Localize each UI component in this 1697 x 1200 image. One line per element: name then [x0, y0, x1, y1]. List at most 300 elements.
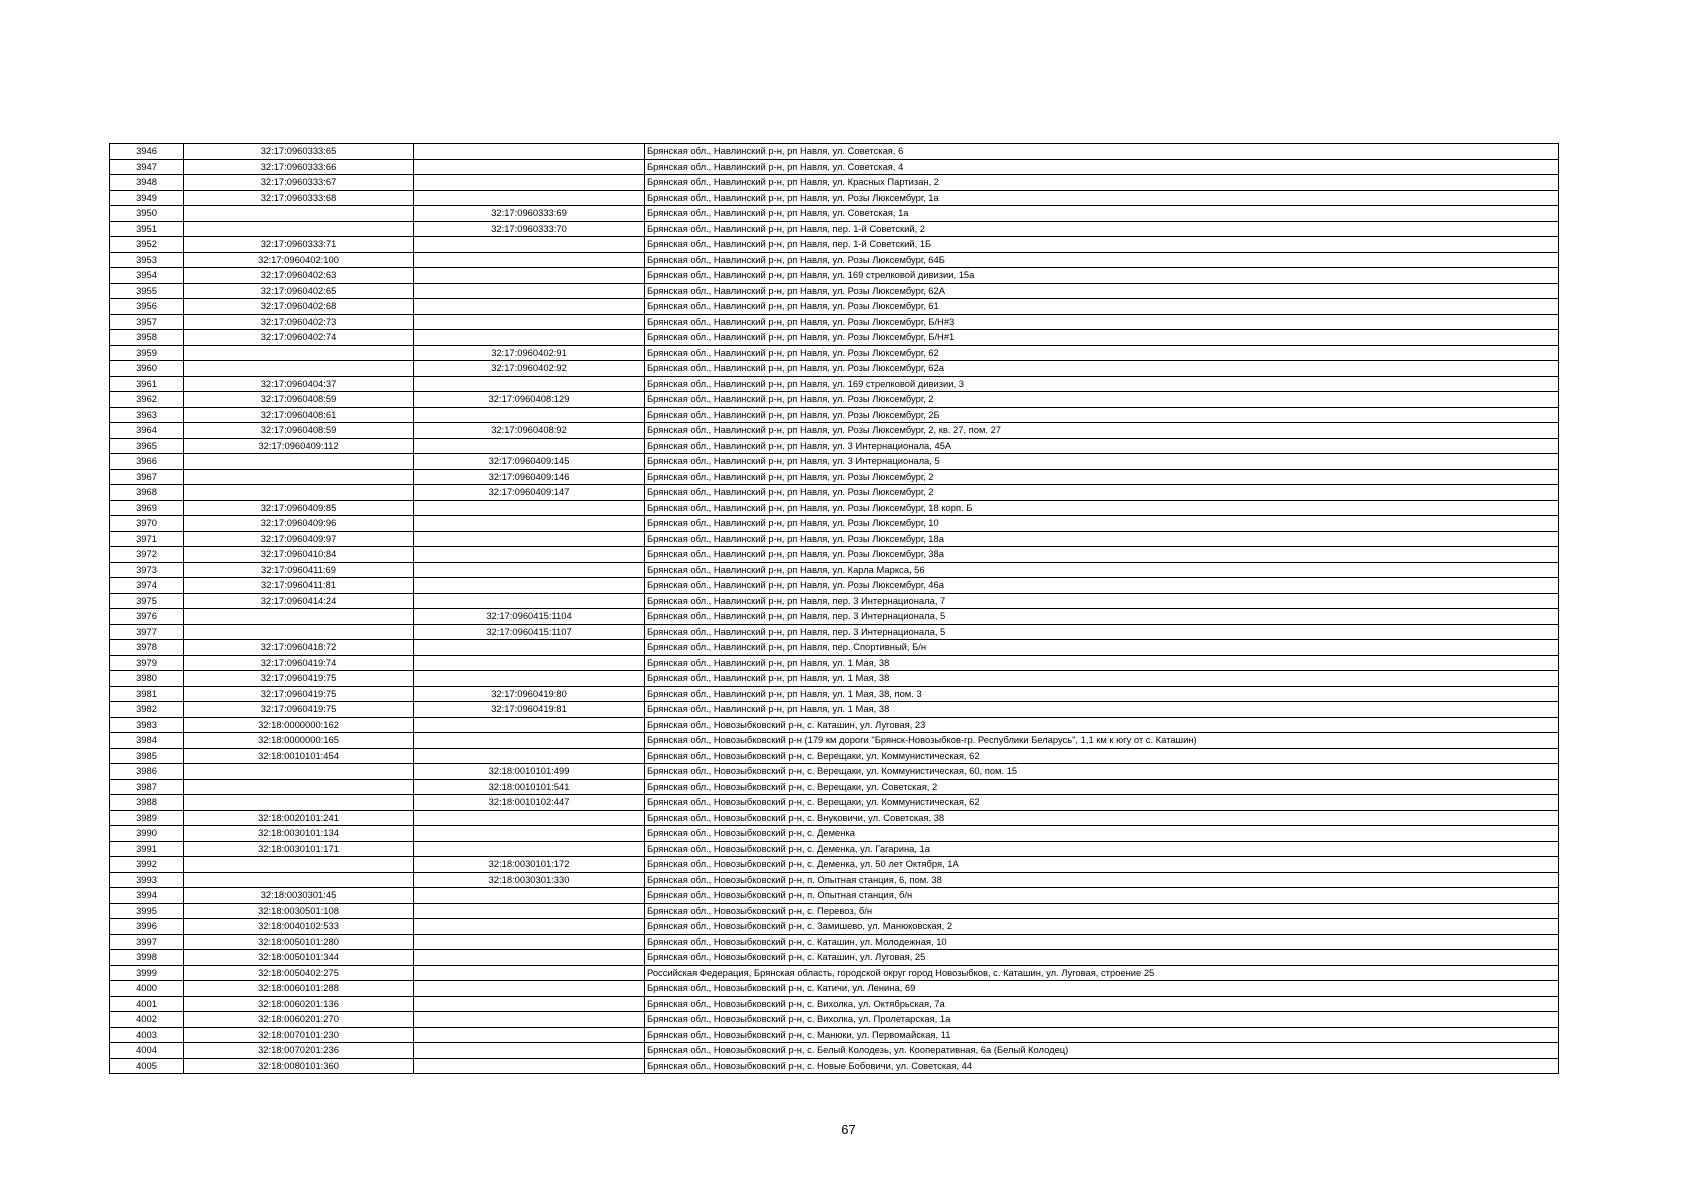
address-cell: Брянская обл., Навлинский р-н, рп Навля, ул. Розы Люксембург, 18 корп. Б [645, 500, 1559, 516]
address-cell: Брянская обл., Новозыбковский р-н, с. Каташин, ул. Молодежная, 10 [645, 934, 1559, 950]
row-number-cell: 3997 [110, 934, 184, 950]
cadastral-number-cell [184, 221, 414, 237]
cadastral-number-cell: 32:17:0960402:73 [184, 314, 414, 330]
address-cell: Брянская обл., Навлинский р-н, рп Навля, ул. Советская, 6 [645, 144, 1559, 160]
related-cadastral-number-cell: 32:17:0960409:145 [414, 454, 645, 470]
row-number-cell: 3993 [110, 872, 184, 888]
related-cadastral-number-cell [414, 314, 645, 330]
table-row [110, 1027, 1559, 1043]
table-row [110, 1058, 1559, 1074]
table-row [110, 1043, 1559, 1059]
related-cadastral-number-cell [414, 159, 645, 175]
related-cadastral-number-cell [414, 283, 645, 299]
cadastral-number-cell: 32:18:0010101:454 [184, 748, 414, 764]
row-number-cell: 3987 [110, 779, 184, 795]
cadastral-number-cell: 32:18:0050101:280 [184, 934, 414, 950]
address-cell: Брянская обл., Навлинский р-н, рп Навля, ул. Розы Люксембург, 18а [645, 531, 1559, 547]
related-cadastral-number-cell: 32:17:0960333:69 [414, 206, 645, 222]
address-cell: Брянская обл., Новозыбковский р-н (179 км дороги "Брянск-Новозыбков-гр. Республики Беларусь", 1,1 км к югу от с. Каташин) [645, 733, 1559, 749]
table-row [110, 469, 1559, 485]
cadastral-number-cell [184, 795, 414, 811]
table-row [110, 252, 1559, 268]
address-cell: Брянская обл., Новозыбковский р-н, с. Верещаки, ул. Коммунистическая, 62 [645, 795, 1559, 811]
address-cell: Брянская обл., Навлинский р-н, рп Навля, ул. 3 Интернационала, 45А [645, 438, 1559, 454]
row-number-cell: 3951 [110, 221, 184, 237]
related-cadastral-number-cell [414, 903, 645, 919]
row-number-cell: 4000 [110, 981, 184, 997]
row-number-cell: 3953 [110, 252, 184, 268]
related-cadastral-number-cell: 32:18:0030301:330 [414, 872, 645, 888]
table-row [110, 810, 1559, 826]
table-row [110, 454, 1559, 470]
table-row [110, 934, 1559, 950]
table-row [110, 919, 1559, 935]
registry-table [109, 143, 1559, 1074]
address-cell: Брянская обл., Навлинский р-н, рп Навля, ул. 1 Мая, 38, пом. 3 [645, 686, 1559, 702]
address-cell: Брянская обл., Навлинский р-н, рп Навля, ул. Розы Люксембург, 46а [645, 578, 1559, 594]
related-cadastral-number-cell: 32:17:0960415:1104 [414, 609, 645, 625]
row-number-cell: 3988 [110, 795, 184, 811]
table-row [110, 376, 1559, 392]
table-row [110, 1012, 1559, 1028]
related-cadastral-number-cell [414, 888, 645, 904]
table-row [110, 764, 1559, 780]
address-cell: Брянская обл., Навлинский р-н, рп Навля, ул. Розы Люксембург, 38а [645, 547, 1559, 563]
row-number-cell: 4002 [110, 1012, 184, 1028]
address-cell: Брянская обл., Навлинский р-н, рп Навля, ул. Розы Люксембург, 2 [645, 485, 1559, 501]
cadastral-number-cell [184, 764, 414, 780]
row-number-cell: 4003 [110, 1027, 184, 1043]
row-number-cell: 3957 [110, 314, 184, 330]
row-number-cell: 3965 [110, 438, 184, 454]
address-cell: Брянская обл., Новозыбковский р-н, с. Вихолка, ул. Октябрьская, 7а [645, 996, 1559, 1012]
address-cell: Брянская обл., Новозыбковский р-н, п. Опытная станция, б/н [645, 888, 1559, 904]
table-row [110, 981, 1559, 997]
address-cell: Брянская обл., Навлинский р-н, рп Навля, ул. Розы Люксембург, 2Б [645, 407, 1559, 423]
table-row [110, 392, 1559, 408]
address-cell: Брянская обл., Навлинский р-н, рп Навля, ул. Красных Партизан, 2 [645, 175, 1559, 191]
address-cell: Брянская обл., Новозыбковский р-н, с. Внуковичи, ул. Советская, 38 [645, 810, 1559, 826]
address-cell: Брянская обл., Новозыбковский р-н, с. Деменка, ул. Гагарина, 1а [645, 841, 1559, 857]
table-row [110, 857, 1559, 873]
address-cell: Брянская обл., Навлинский р-н, рп Навля, ул. Розы Люксембург, 1а [645, 190, 1559, 206]
related-cadastral-number-cell: 32:18:0010101:499 [414, 764, 645, 780]
table-row [110, 361, 1559, 377]
table-row [110, 438, 1559, 454]
cadastral-number-cell: 32:17:0960408:59 [184, 392, 414, 408]
address-cell: Брянская обл., Навлинский р-н, рп Навля, ул. Советская, 4 [645, 159, 1559, 175]
address-cell: Брянская обл., Новозыбковский р-н, с. Перевоз, б/н [645, 903, 1559, 919]
related-cadastral-number-cell [414, 717, 645, 733]
address-cell: Брянская обл., Навлинский р-н, рп Навля, ул. Розы Люксембург, 61 [645, 299, 1559, 315]
table-row [110, 237, 1559, 253]
row-number-cell: 3990 [110, 826, 184, 842]
table-row [110, 485, 1559, 501]
address-cell: Российская Федерация, Брянская область, городской округ город Новозыбков, с. Каташин, ул. Луговая, строение 25 [645, 965, 1559, 981]
cadastral-number-cell [184, 485, 414, 501]
cadastral-number-cell [184, 361, 414, 377]
related-cadastral-number-cell [414, 190, 645, 206]
row-number-cell: 3971 [110, 531, 184, 547]
related-cadastral-number-cell [414, 376, 645, 392]
address-cell: Брянская обл., Навлинский р-н, рп Навля, ул. 1 Мая, 38 [645, 655, 1559, 671]
table-row [110, 965, 1559, 981]
cadastral-number-cell [184, 857, 414, 873]
table-row [110, 779, 1559, 795]
related-cadastral-number-cell [414, 268, 645, 284]
address-cell: Брянская обл., Навлинский р-н, рп Навля, ул. Розы Люксембург, 2 [645, 469, 1559, 485]
address-cell: Брянская обл., Навлинский р-н, рп Навля, ул. 1 Мая, 38 [645, 671, 1559, 687]
cadastral-number-cell: 32:17:0960411:81 [184, 578, 414, 594]
table-row [110, 748, 1559, 764]
cadastral-number-cell [184, 872, 414, 888]
address-cell: Брянская обл., Навлинский р-н, рп Навля, пер. 1-й Советский, 2 [645, 221, 1559, 237]
row-number-cell: 3949 [110, 190, 184, 206]
related-cadastral-number-cell: 32:17:0960415:1107 [414, 624, 645, 640]
address-cell: Брянская обл., Навлинский р-н, рп Навля, пер. Спортивный, Б/н [645, 640, 1559, 656]
related-cadastral-number-cell [414, 810, 645, 826]
table-row [110, 547, 1559, 563]
cadastral-number-cell [184, 609, 414, 625]
related-cadastral-number-cell [414, 1012, 645, 1028]
row-number-cell: 3986 [110, 764, 184, 780]
cadastral-number-cell: 32:17:0960402:68 [184, 299, 414, 315]
address-cell: Брянская обл., Новозыбковский р-н, с. Катичи, ул. Ленина, 69 [645, 981, 1559, 997]
table-row [110, 268, 1559, 284]
cadastral-number-cell: 32:17:0960409:85 [184, 500, 414, 516]
address-cell: Брянская обл., Новозыбковский р-н, с. Вихолка, ул. Пролетарская, 1а [645, 1012, 1559, 1028]
address-cell: Брянская обл., Навлинский р-н, рп Навля, ул. Розы Люксембург, 64Б [645, 252, 1559, 268]
row-number-cell: 3968 [110, 485, 184, 501]
address-cell: Брянская обл., Навлинский р-н, рп Навля, ул. Советская, 1а [645, 206, 1559, 222]
cadastral-number-cell [184, 206, 414, 222]
related-cadastral-number-cell [414, 733, 645, 749]
related-cadastral-number-cell: 32:17:0960408:129 [414, 392, 645, 408]
row-number-cell: 3994 [110, 888, 184, 904]
table-row [110, 888, 1559, 904]
row-number-cell: 3959 [110, 345, 184, 361]
row-number-cell: 3985 [110, 748, 184, 764]
row-number-cell: 3991 [110, 841, 184, 857]
related-cadastral-number-cell [414, 578, 645, 594]
cadastral-number-cell: 32:17:0960418:72 [184, 640, 414, 656]
row-number-cell: 3973 [110, 562, 184, 578]
address-cell: Брянская обл., Новозыбковский р-н, с. Деменка, ул. 50 лет Октября, 1А [645, 857, 1559, 873]
table-row [110, 841, 1559, 857]
row-number-cell: 3974 [110, 578, 184, 594]
row-number-cell: 3976 [110, 609, 184, 625]
address-cell: Брянская обл., Навлинский р-н, рп Навля, ул. Розы Люксембург, 62 [645, 345, 1559, 361]
registry-body [110, 144, 1559, 1074]
table-row [110, 206, 1559, 222]
table-row [110, 562, 1559, 578]
address-cell: Брянская обл., Навлинский р-н, рп Навля, пер. 3 Интернационала, 5 [645, 609, 1559, 625]
related-cadastral-number-cell [414, 407, 645, 423]
table-row [110, 903, 1559, 919]
related-cadastral-number-cell: 32:17:0960419:81 [414, 702, 645, 718]
address-cell: Брянская обл., Новозыбковский р-н, с. Каташин, ул. Луговая, 23 [645, 717, 1559, 733]
row-number-cell: 3969 [110, 500, 184, 516]
table-row [110, 516, 1559, 532]
address-cell: Брянская обл., Новозыбковский р-н, с. Замишево, ул. Манюковская, 2 [645, 919, 1559, 935]
row-number-cell: 3983 [110, 717, 184, 733]
related-cadastral-number-cell [414, 299, 645, 315]
related-cadastral-number-cell: 32:17:0960419:80 [414, 686, 645, 702]
row-number-cell: 3978 [110, 640, 184, 656]
related-cadastral-number-cell [414, 996, 645, 1012]
related-cadastral-number-cell [414, 438, 645, 454]
row-number-cell: 3962 [110, 392, 184, 408]
related-cadastral-number-cell [414, 237, 645, 253]
table-row [110, 345, 1559, 361]
table-row [110, 624, 1559, 640]
related-cadastral-number-cell [414, 252, 645, 268]
page-number: 67 [841, 1122, 856, 1137]
row-number-cell: 3950 [110, 206, 184, 222]
cadastral-number-cell: 32:18:0070201:236 [184, 1043, 414, 1059]
table-row [110, 686, 1559, 702]
cadastral-number-cell: 32:18:0030501:108 [184, 903, 414, 919]
row-number-cell: 3967 [110, 469, 184, 485]
table-row [110, 950, 1559, 966]
related-cadastral-number-cell [414, 671, 645, 687]
cadastral-number-cell: 32:17:0960419:75 [184, 702, 414, 718]
cadastral-number-cell: 32:17:0960409:112 [184, 438, 414, 454]
row-number-cell: 3947 [110, 159, 184, 175]
row-number-cell: 3982 [110, 702, 184, 718]
table-row [110, 996, 1559, 1012]
related-cadastral-number-cell: 32:17:0960409:147 [414, 485, 645, 501]
cadastral-number-cell: 32:17:0960414:24 [184, 593, 414, 609]
address-cell: Брянская обл., Навлинский р-н, рп Навля, ул. Розы Люксембург, 2 [645, 392, 1559, 408]
row-number-cell: 3958 [110, 330, 184, 346]
cadastral-number-cell: 32:17:0960411:69 [184, 562, 414, 578]
table-row [110, 717, 1559, 733]
row-number-cell: 3999 [110, 965, 184, 981]
cadastral-number-cell [184, 624, 414, 640]
related-cadastral-number-cell: 32:18:0030101:172 [414, 857, 645, 873]
row-number-cell: 4005 [110, 1058, 184, 1074]
row-number-cell: 3972 [110, 547, 184, 563]
cadastral-number-cell: 32:17:0960419:75 [184, 671, 414, 687]
related-cadastral-number-cell [414, 531, 645, 547]
cadastral-number-cell: 32:18:0080101:360 [184, 1058, 414, 1074]
cadastral-number-cell: 32:18:0030101:171 [184, 841, 414, 857]
row-number-cell: 3979 [110, 655, 184, 671]
row-number-cell: 3977 [110, 624, 184, 640]
related-cadastral-number-cell [414, 826, 645, 842]
related-cadastral-number-cell: 32:17:0960408:92 [414, 423, 645, 439]
address-cell: Брянская обл., Новозыбковский р-н, с. Каташин, ул. Луговая, 25 [645, 950, 1559, 966]
table-row [110, 826, 1559, 842]
row-number-cell: 3960 [110, 361, 184, 377]
related-cadastral-number-cell [414, 1027, 645, 1043]
row-number-cell: 4001 [110, 996, 184, 1012]
related-cadastral-number-cell [414, 640, 645, 656]
row-number-cell: 3956 [110, 299, 184, 315]
related-cadastral-number-cell [414, 655, 645, 671]
cadastral-number-cell [184, 345, 414, 361]
table-row [110, 221, 1559, 237]
cadastral-number-cell: 32:17:0960402:100 [184, 252, 414, 268]
table-row [110, 609, 1559, 625]
related-cadastral-number-cell: 32:17:0960402:92 [414, 361, 645, 377]
address-cell: Брянская обл., Навлинский р-н, рп Навля, ул. 3 Интернационала, 5 [645, 454, 1559, 470]
address-cell: Брянская обл., Навлинский р-н, рп Навля, ул. 169 стрелковой дивизии, 3 [645, 376, 1559, 392]
cadastral-number-cell: 32:18:0070101:230 [184, 1027, 414, 1043]
address-cell: Брянская обл., Новозыбковский р-н, с. Верещаки, ул. Советская, 2 [645, 779, 1559, 795]
row-number-cell: 3984 [110, 733, 184, 749]
address-cell: Брянская обл., Новозыбковский р-н, с. Деменка [645, 826, 1559, 842]
address-cell: Брянская обл., Навлинский р-н, рп Навля, пер. 3 Интернационала, 5 [645, 624, 1559, 640]
table-row [110, 655, 1559, 671]
table-row [110, 314, 1559, 330]
cadastral-number-cell: 32:18:0000000:162 [184, 717, 414, 733]
cadastral-number-cell: 32:17:0960419:75 [184, 686, 414, 702]
related-cadastral-number-cell [414, 950, 645, 966]
cadastral-number-cell: 32:18:0030301:45 [184, 888, 414, 904]
related-cadastral-number-cell [414, 516, 645, 532]
table-row [110, 872, 1559, 888]
related-cadastral-number-cell [414, 175, 645, 191]
cadastral-number-cell: 32:17:0960408:61 [184, 407, 414, 423]
related-cadastral-number-cell [414, 547, 645, 563]
address-cell: Брянская обл., Новозыбковский р-н, с. Верещаки, ул. Коммунистическая, 62 [645, 748, 1559, 764]
related-cadastral-number-cell: 32:17:0960333:70 [414, 221, 645, 237]
related-cadastral-number-cell [414, 330, 645, 346]
table-row [110, 500, 1559, 516]
address-cell: Брянская обл., Новозыбковский р-н, п. Опытная станция, 6, пом. 38 [645, 872, 1559, 888]
cadastral-number-cell: 32:18:0050101:344 [184, 950, 414, 966]
related-cadastral-number-cell [414, 593, 645, 609]
cadastral-number-cell: 32:17:0960333:66 [184, 159, 414, 175]
row-number-cell: 3992 [110, 857, 184, 873]
cadastral-number-cell: 32:17:0960409:96 [184, 516, 414, 532]
table-row [110, 330, 1559, 346]
cadastral-number-cell: 32:17:0960333:65 [184, 144, 414, 160]
related-cadastral-number-cell: 32:18:0010101:541 [414, 779, 645, 795]
cadastral-number-cell: 32:18:0020101:241 [184, 810, 414, 826]
cadastral-number-cell: 32:18:0030101:134 [184, 826, 414, 842]
related-cadastral-number-cell [414, 965, 645, 981]
row-number-cell: 4004 [110, 1043, 184, 1059]
table-row [110, 531, 1559, 547]
address-cell: Брянская обл., Навлинский р-н, рп Навля, ул. Розы Люксембург, 10 [645, 516, 1559, 532]
related-cadastral-number-cell [414, 934, 645, 950]
table-row [110, 733, 1559, 749]
table-row [110, 144, 1559, 160]
address-cell: Брянская обл., Новозыбковский р-н, с. Белый Колодезь, ул. Кооперативная, 6а (Белый Колодец) [645, 1043, 1559, 1059]
row-number-cell: 3989 [110, 810, 184, 826]
related-cadastral-number-cell: 32:18:0010102:447 [414, 795, 645, 811]
row-number-cell: 3946 [110, 144, 184, 160]
related-cadastral-number-cell [414, 562, 645, 578]
row-number-cell: 3964 [110, 423, 184, 439]
row-number-cell: 3975 [110, 593, 184, 609]
cadastral-number-cell [184, 779, 414, 795]
cadastral-number-cell: 32:17:0960402:74 [184, 330, 414, 346]
row-number-cell: 3996 [110, 919, 184, 935]
table-row [110, 640, 1559, 656]
address-cell: Брянская обл., Навлинский р-н, рп Навля, ул. 169 стрелковой дивизии, 15а [645, 268, 1559, 284]
table-row [110, 159, 1559, 175]
cadastral-number-cell [184, 469, 414, 485]
row-number-cell: 3981 [110, 686, 184, 702]
row-number-cell: 3952 [110, 237, 184, 253]
address-cell: Брянская обл., Навлинский р-н, рп Навля, ул. Розы Люксембург, 62а [645, 361, 1559, 377]
cadastral-number-cell: 32:17:0960333:68 [184, 190, 414, 206]
related-cadastral-number-cell [414, 981, 645, 997]
address-cell: Брянская обл., Новозыбковский р-н, с. Верещаки, ул. Коммунистическая, 60, пом. 15 [645, 764, 1559, 780]
cadastral-number-cell: 32:18:0040102:533 [184, 919, 414, 935]
table-row [110, 190, 1559, 206]
row-number-cell: 3980 [110, 671, 184, 687]
row-number-cell: 3963 [110, 407, 184, 423]
table-row [110, 671, 1559, 687]
cadastral-number-cell: 32:18:0050402:275 [184, 965, 414, 981]
cadastral-number-cell: 32:18:0000000:165 [184, 733, 414, 749]
row-number-cell: 3998 [110, 950, 184, 966]
cadastral-number-cell: 32:18:0060101:288 [184, 981, 414, 997]
address-cell: Брянская обл., Навлинский р-н, рп Навля, ул. 1 Мая, 38 [645, 702, 1559, 718]
table-row [110, 578, 1559, 594]
related-cadastral-number-cell: 32:17:0960409:146 [414, 469, 645, 485]
related-cadastral-number-cell [414, 748, 645, 764]
address-cell: Брянская обл., Новозыбковский р-н, с. Манюки, ул. Первомайская, 11 [645, 1027, 1559, 1043]
table-row [110, 283, 1559, 299]
related-cadastral-number-cell [414, 500, 645, 516]
table-row [110, 795, 1559, 811]
address-cell: Брянская обл., Навлинский р-н, рп Навля, ул. Розы Люксембург, 2, кв. 27, пом. 27 [645, 423, 1559, 439]
row-number-cell: 3966 [110, 454, 184, 470]
cadastral-number-cell: 32:17:0960404:37 [184, 376, 414, 392]
address-cell: Брянская обл., Навлинский р-н, рп Навля, пер. 1-й Советский, 1Б [645, 237, 1559, 253]
cadastral-number-cell: 32:17:0960333:67 [184, 175, 414, 191]
cadastral-number-cell: 32:17:0960402:65 [184, 283, 414, 299]
row-number-cell: 3995 [110, 903, 184, 919]
table-row [110, 299, 1559, 315]
cadastral-number-cell [184, 454, 414, 470]
related-cadastral-number-cell [414, 841, 645, 857]
related-cadastral-number-cell [414, 919, 645, 935]
row-number-cell: 3948 [110, 175, 184, 191]
row-number-cell: 3970 [110, 516, 184, 532]
cadastral-number-cell: 32:18:0060201:270 [184, 1012, 414, 1028]
cadastral-number-cell: 32:17:0960333:71 [184, 237, 414, 253]
row-number-cell: 3954 [110, 268, 184, 284]
table-row [110, 702, 1559, 718]
row-number-cell: 3955 [110, 283, 184, 299]
cadastral-number-cell: 32:17:0960409:97 [184, 531, 414, 547]
address-cell: Брянская обл., Навлинский р-н, рп Навля, ул. Розы Люксембург, Б/Н#3 [645, 314, 1559, 330]
table-row [110, 593, 1559, 609]
address-cell: Брянская обл., Навлинский р-н, рп Навля, пер. 3 Интернационала, 7 [645, 593, 1559, 609]
cadastral-number-cell: 32:17:0960408:59 [184, 423, 414, 439]
address-cell: Брянская обл., Навлинский р-н, рп Навля, ул. Розы Люксембург, 62А [645, 283, 1559, 299]
row-number-cell: 3961 [110, 376, 184, 392]
related-cadastral-number-cell [414, 1043, 645, 1059]
cadastral-number-cell: 32:18:0060201:136 [184, 996, 414, 1012]
address-cell: Брянская обл., Навлинский р-н, рп Навля, ул. Карла Маркса, 56 [645, 562, 1559, 578]
table-row [110, 407, 1559, 423]
cadastral-number-cell: 32:17:0960402:63 [184, 268, 414, 284]
related-cadastral-number-cell [414, 144, 645, 160]
cadastral-number-cell: 32:17:0960410:84 [184, 547, 414, 563]
cadastral-number-cell: 32:17:0960419:74 [184, 655, 414, 671]
address-cell: Брянская обл., Навлинский р-н, рп Навля, ул. Розы Люксембург, Б/Н#1 [645, 330, 1559, 346]
related-cadastral-number-cell: 32:17:0960402:91 [414, 345, 645, 361]
table-row [110, 175, 1559, 191]
